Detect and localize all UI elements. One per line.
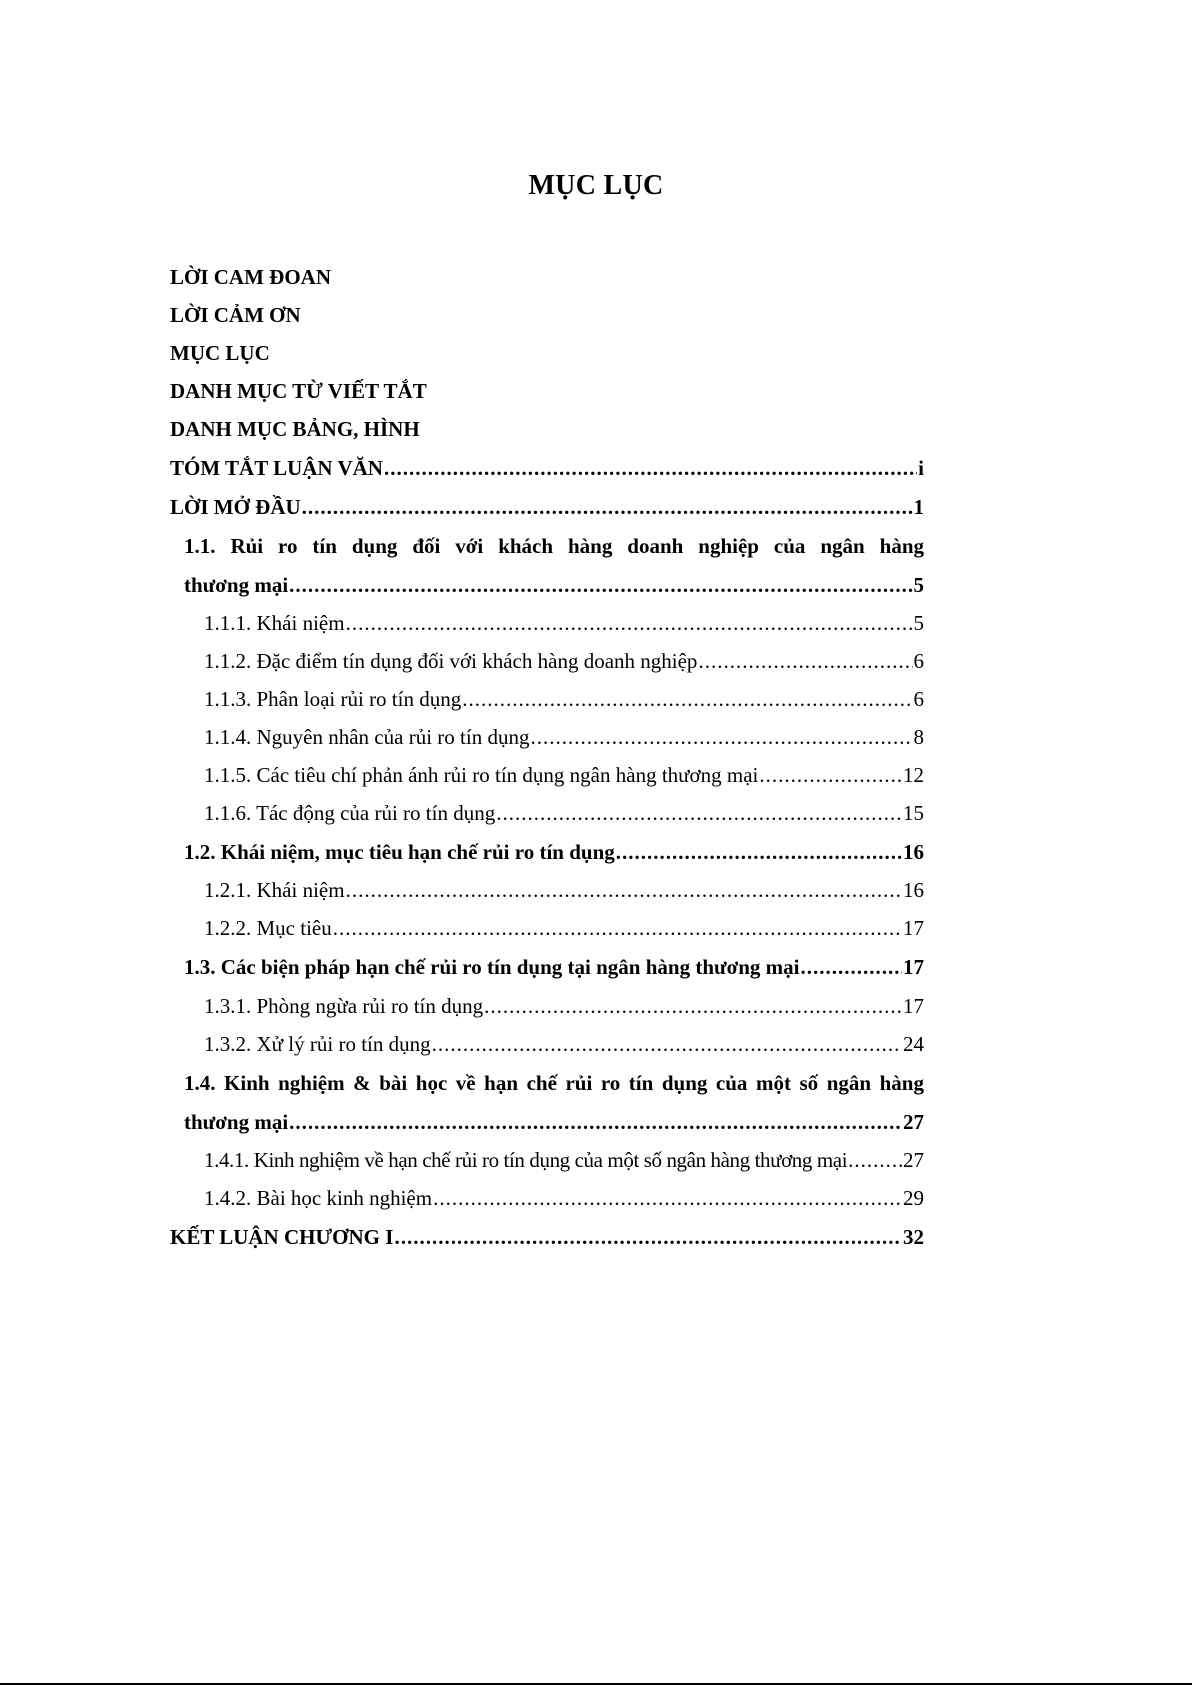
toc-entry-label: 1.1.5. Các tiêu chí phản ánh rủi ro tín dụng ngân hàng thương mại: [204, 763, 759, 787]
toc-entry-label: 1.1.2. Đặc điểm tín dụng đối với khách hàng doanh nghiệp: [204, 649, 698, 673]
leader-dots: [302, 492, 913, 522]
toc-entry-page: 6: [913, 687, 924, 711]
toc-entry-page: i: [918, 456, 924, 480]
leader-dots: [384, 453, 917, 483]
leader-dots: [346, 608, 913, 638]
toc-subsection-1-1-4: [204, 722, 924, 752]
toc-entry-page: 12: [903, 763, 924, 787]
toc-section-1-3: [184, 952, 924, 982]
toc-entry-page: 32: [903, 1225, 924, 1249]
toc-entry-page: 6: [913, 649, 924, 673]
toc-entry-label: 1.1.3. Phân loại rủi ro tín dụng: [204, 687, 462, 711]
toc-entry-page: 27: [903, 1110, 924, 1134]
leader-dots: [496, 798, 902, 828]
toc-entry-label: 1.1.4. Nguyên nhân của rủi ro tín dụng: [204, 725, 530, 749]
leader-dots: [333, 913, 902, 943]
toc-subsection-1-3-2: [204, 1029, 924, 1059]
toc-entry-label: 1.3.2. Xử lý rủi ro tín dụng: [204, 1032, 431, 1056]
toc-section-1-4: [184, 1107, 924, 1137]
toc-entry-page: 17: [903, 955, 924, 979]
toc-entry-muc-luc: [170, 338, 924, 368]
toc-entry-label: thương mại: [184, 1110, 289, 1134]
toc-entry-label: 1.4.1. Kinh nghiệm về hạn chế rủi ro tín dụng của một số ngân hàng thương mại: [204, 1148, 848, 1172]
toc-entry-label: 1.1.6. Tác động của rủi ro tín dụng: [204, 801, 496, 825]
toc-entry-label: TÓM TẮT LUẬN VĂN: [170, 456, 383, 480]
toc-subsection-1-4-1: [204, 1145, 924, 1175]
toc-entry-tom-tat-luan-van: [170, 453, 924, 483]
toc-entry-label: 1.3. Các biện pháp hạn chế rủi ro tín dụng tại ngân hàng thương mại: [184, 955, 800, 979]
toc-section-1-2: [184, 837, 924, 867]
toc-entry-danh-muc-tu-viet-tat: [170, 376, 924, 406]
toc-entry-page: 15: [903, 801, 924, 825]
toc-subsection-1-1-3: [204, 684, 924, 714]
toc-entry-label: KẾT LUẬN CHƯƠNG I: [170, 1225, 394, 1249]
toc-entry-page: 5: [913, 611, 924, 635]
toc-entry-label: DANH MỤC BẢNG, HÌNH: [170, 417, 420, 441]
toc-entry-label: 1.3.1. Phòng ngừa rủi ro tín dụng: [204, 994, 484, 1018]
toc-entry-loi-cam-doan: [170, 262, 924, 292]
toc-entry-page: 5: [913, 573, 924, 597]
toc-entry-danh-muc-bang-hinh: [170, 414, 924, 444]
toc-entry-label: 1.2.1. Khái niệm: [204, 878, 345, 902]
toc-entry-label: DANH MỤC TỪ VIẾT TẮT: [170, 379, 427, 403]
leader-dots: [289, 1107, 902, 1137]
toc-subsection-1-1-6: [204, 798, 924, 828]
leader-dots: [759, 760, 902, 790]
toc-section-1-1-line1: 1.1. Rủi ro tín dụng đối với khách hàng doanh nghiệp của ngân hàng: [184, 534, 924, 558]
toc-entry-page: 16: [903, 840, 924, 864]
toc-entry-label: LỜI CAM ĐOAN: [170, 265, 331, 289]
toc-subsection-1-1-1: [204, 608, 924, 638]
toc-entry-label: 1.4.2. Bài học kinh nghiệm: [204, 1186, 433, 1210]
toc-entry-page: 29: [903, 1186, 924, 1210]
toc-title: MỤC LỤC: [528, 170, 664, 201]
toc-entry-ket-luan-chuong-1: [170, 1222, 924, 1252]
toc-entry-label: MỤC LỤC: [170, 341, 270, 365]
toc-section-1-1: [184, 570, 924, 600]
toc-entry-label: 1.1.1. Khái niệm: [204, 611, 345, 635]
toc-entry-label: thương mại: [184, 573, 289, 597]
leader-dots: [698, 646, 912, 676]
toc-section-1-4-line1: 1.4. Kinh nghiệm & bài học về hạn chế rủi ro tín dụng của một số ngân hàng: [184, 1071, 924, 1095]
leader-dots: [462, 684, 912, 714]
toc-subsection-1-2-2: [204, 913, 924, 943]
toc-entry-page: 8: [913, 725, 924, 749]
leader-dots: [484, 991, 902, 1021]
toc-subsection-1-2-1: [204, 875, 924, 905]
toc-entry-page: 16: [903, 878, 924, 902]
toc-subsection-1-4-2: [204, 1183, 924, 1213]
toc-entry-loi-cam-on: [170, 300, 924, 330]
leader-dots: [616, 837, 902, 867]
toc-subsection-1-1-5: [204, 760, 924, 790]
leader-dots: [432, 1029, 902, 1059]
leader-dots: [530, 722, 912, 752]
toc-entry-page: 17: [903, 994, 924, 1018]
toc-entry-loi-mo-dau: [170, 492, 924, 522]
toc-entry-label: LỜI MỞ ĐẦU: [170, 495, 301, 519]
leader-dots: [394, 1222, 902, 1252]
toc-entry-label: LỜI CẢM ƠN: [170, 303, 301, 327]
toc-entry-label: 1.2.2. Mục tiêu: [204, 916, 332, 940]
toc-entry-page: 17: [903, 916, 924, 940]
toc-subsection-1-1-2: [204, 646, 924, 676]
toc-entry-page: 1: [913, 495, 924, 519]
leader-dots: [289, 570, 912, 600]
leader-dots: [801, 952, 903, 982]
toc-entry-page: 24: [903, 1032, 924, 1056]
toc-entry-label: 1.2. Khái niệm, mục tiêu hạn chế rủi ro tín dụng: [184, 840, 615, 864]
leader-dots: [848, 1145, 902, 1175]
leader-dots: [346, 875, 902, 905]
toc-entry-page: 27: [903, 1148, 924, 1172]
leader-dots: [433, 1183, 902, 1213]
toc-subsection-1-3-1: [204, 991, 924, 1021]
